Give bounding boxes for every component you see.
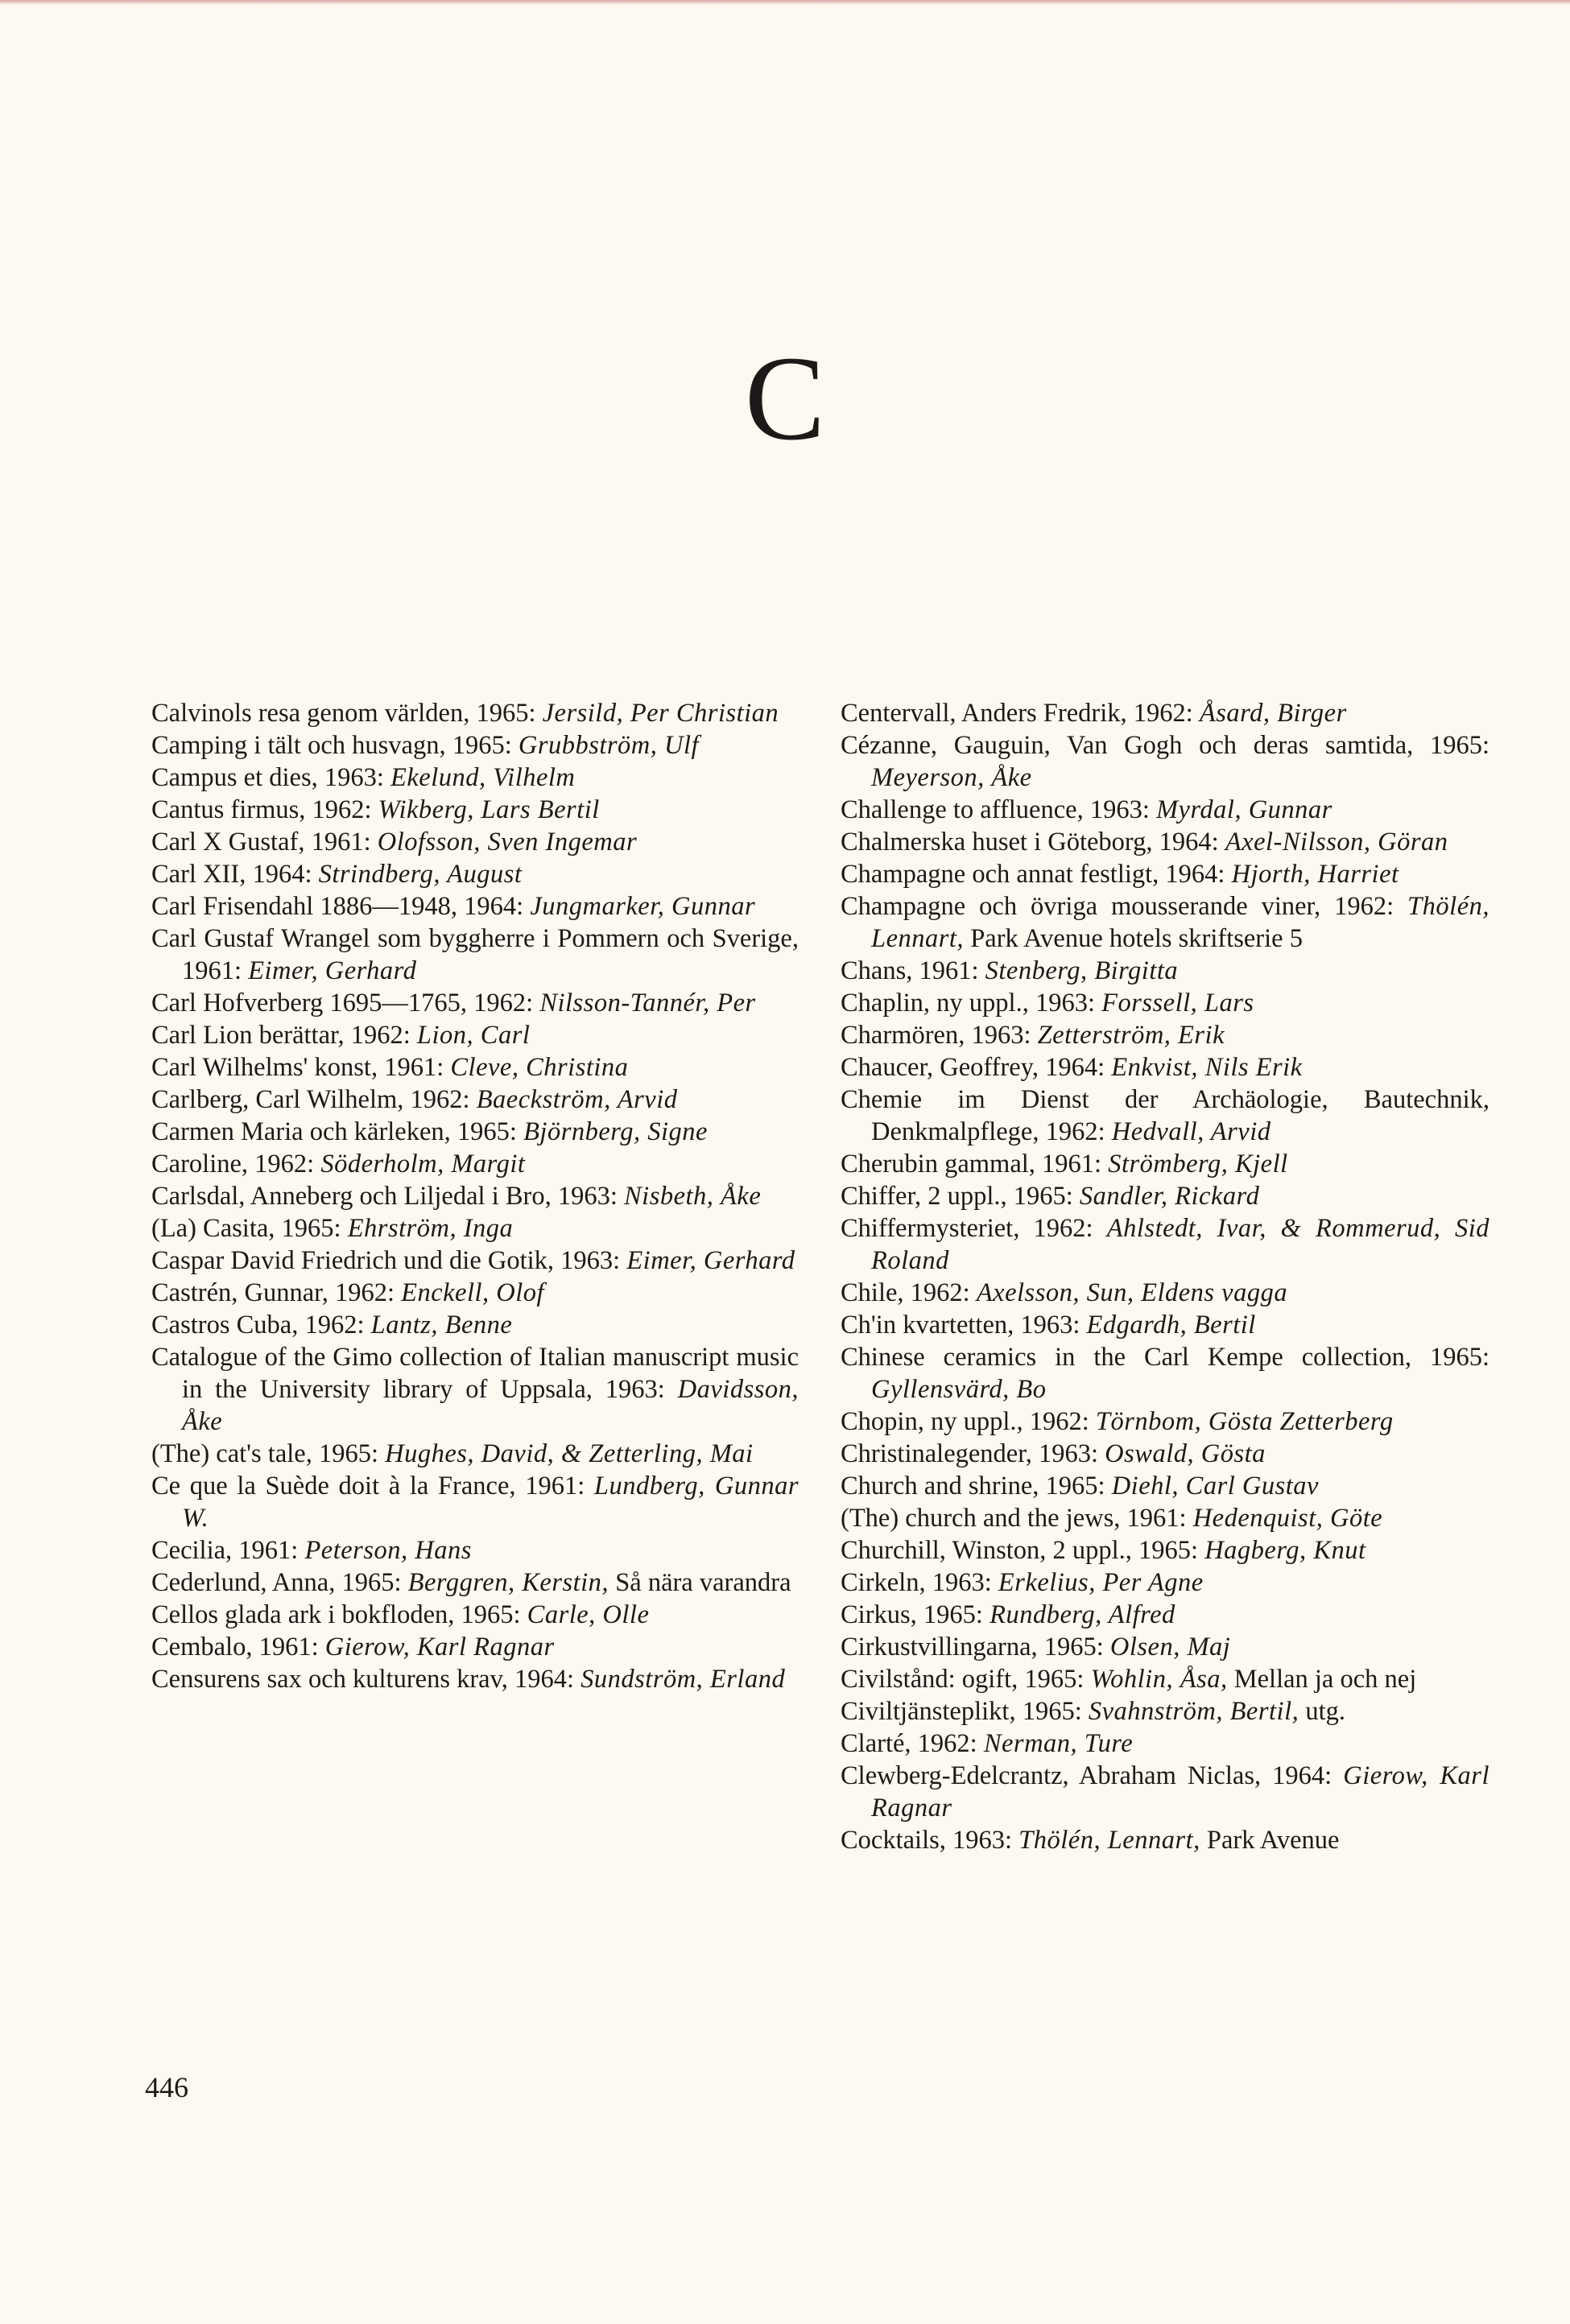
entry-note: utg.: [1299, 1697, 1345, 1726]
index-entry: [151, 1051, 799, 1084]
entry-title: Champagne och övriga mousserande viner, 1962:: [841, 892, 1408, 921]
entry-author: Eimer, Gerhard: [248, 956, 417, 985]
entry-author: Gierow, Karl Ragnar: [324, 1633, 555, 1661]
entry-title: (The) church and the jews, 1961:: [841, 1504, 1193, 1533]
entry-author: Lantz, Benne: [370, 1311, 513, 1339]
page-top-edge: [0, 0, 1570, 5]
entry-note: Mellan ja och nej: [1227, 1665, 1417, 1694]
entry-title: Cirkeln, 1963:: [841, 1568, 998, 1597]
entry-author: Ekelund, Vilhelm: [390, 763, 576, 792]
entry-author: Svahnström, Bertil,: [1088, 1697, 1299, 1726]
entry-author: Hagberg, Knut: [1204, 1536, 1366, 1565]
index-entry: [151, 1470, 799, 1534]
entry-author: Wikberg, Lars Bertil: [378, 795, 600, 824]
entry-author: Sundström, Erland: [580, 1665, 786, 1694]
index-entry: [841, 1728, 1489, 1760]
index-entry: [841, 1534, 1489, 1567]
entry-author: Myrdal, Gunnar: [1155, 795, 1332, 824]
entry-author: Zetterström, Erik: [1037, 1021, 1225, 1050]
entry-title: (La) Casita, 1965:: [151, 1214, 348, 1243]
entry-title: Chans, 1961:: [841, 956, 985, 985]
entry-title: Cederlund, Anna, 1965:: [151, 1568, 408, 1597]
entry-title: Civilstånd: ogift, 1965:: [841, 1665, 1091, 1694]
index-entry: [151, 826, 799, 858]
index-entry: [841, 1695, 1489, 1728]
entry-author: Söderholm, Margit: [320, 1150, 526, 1179]
entry-author: Jersild, Per Christian: [542, 699, 779, 728]
index-entry: [841, 1502, 1489, 1534]
entry-author: Nerman, Ture: [983, 1729, 1134, 1758]
entry-author: Sandler, Rickard: [1079, 1182, 1260, 1211]
index-entry: [151, 1212, 799, 1245]
index-entry: [841, 1406, 1489, 1438]
entry-title: Cellos glada ark i bokfloden, 1965:: [151, 1600, 527, 1629]
entry-title: Church and shrine, 1965:: [841, 1472, 1112, 1500]
index-entry: [841, 826, 1489, 858]
index-entry: [841, 987, 1489, 1019]
entry-title: Cocktails, 1963:: [841, 1826, 1019, 1855]
page-number: 446: [145, 2071, 188, 2103]
entry-author: Berggren, Kerstin,: [407, 1568, 609, 1597]
entry-author: Davidsson, Åke: [182, 1375, 799, 1436]
index-entry: [841, 858, 1489, 890]
entry-author: Hedenquist, Göte: [1192, 1504, 1383, 1533]
entry-title: Camping i tält och husvagn, 1965:: [151, 731, 519, 760]
entry-author: Strindberg, August: [318, 860, 523, 889]
entry-title: Clarté, 1962:: [841, 1729, 984, 1758]
entry-author: Meyerson, Åke: [871, 763, 1032, 792]
entry-title: Cirkus, 1965:: [841, 1600, 990, 1629]
index-entry: [151, 1277, 799, 1309]
entry-title: Censurens sax och kulturens krav, 1964:: [151, 1665, 581, 1694]
entry-author: Baeckström, Arvid: [476, 1085, 678, 1114]
index-entry: [841, 1180, 1489, 1212]
entry-title: Chaucer, Geoffrey, 1964:: [841, 1053, 1112, 1082]
entry-title: Carl XII, 1964:: [151, 860, 319, 889]
entry-author: Jungmarker, Gunnar: [530, 892, 756, 921]
index-entry: [841, 1309, 1489, 1341]
entry-author: Lion, Carl: [416, 1021, 531, 1050]
entry-title: Carmen Maria och kärleken, 1965:: [151, 1117, 524, 1146]
index-entry: [841, 1277, 1489, 1309]
index-entry: [151, 1663, 799, 1695]
entry-author: Carle, Olle: [527, 1600, 650, 1629]
entry-title: Chalmerska huset i Göteborg, 1964:: [841, 828, 1225, 857]
entry-title: Chaplin, ny uppl., 1963:: [841, 989, 1102, 1018]
entry-title: Castros Cuba, 1962:: [151, 1311, 371, 1339]
entry-title: Ce que la Suède doit à la France, 1961:: [151, 1472, 594, 1500]
entry-author: Peterson, Hans: [304, 1536, 472, 1565]
entry-title: Carlberg, Carl Wilhelm, 1962:: [151, 1085, 477, 1114]
index-entry: [841, 1760, 1489, 1824]
index-entry: [841, 1051, 1489, 1084]
index-entry: [151, 858, 799, 890]
entry-author: Edgardh, Bertil: [1086, 1311, 1256, 1339]
entry-author: Olsen, Maj: [1109, 1633, 1231, 1661]
index-entry: [841, 1599, 1489, 1631]
index-entry: [841, 1824, 1489, 1856]
entry-title: Carl Gustaf Wrangel som byggherre i Pommern och Sverige, 1961:: [151, 924, 799, 985]
entry-author: Ahlstedt, Ivar, & Rommerud, Sid Roland: [871, 1214, 1490, 1275]
entry-title: Campus et dies, 1963:: [151, 763, 390, 792]
entry-author: Stenberg, Birgitta: [985, 956, 1179, 985]
entry-author: Lundberg, Gunnar W.: [182, 1472, 799, 1533]
entry-author: Nisbeth, Åke: [624, 1182, 762, 1211]
entry-title: Cecilia, 1961:: [151, 1536, 305, 1565]
entry-author: Cleve, Christina: [450, 1053, 629, 1082]
index-entry: [151, 794, 799, 826]
index-entry: [841, 1148, 1489, 1180]
entry-title: Carl Hofverberg 1695—1765, 1962:: [151, 989, 540, 1018]
entry-author: Olofsson, Sven Ingemar: [377, 828, 638, 857]
index-entry: [151, 729, 799, 762]
entry-author: Eimer, Gerhard: [626, 1246, 795, 1275]
index-entry: [151, 1438, 799, 1470]
entry-title: Cirkustvillingarna, 1965:: [841, 1633, 1110, 1661]
entry-author: Forssell, Lars: [1101, 989, 1254, 1018]
index-entry: [841, 1663, 1489, 1695]
index-entry: [151, 1341, 799, 1438]
entry-author: Hjorth, Harriet: [1231, 860, 1399, 889]
entry-title: Clewberg-Edelcrantz, Abraham Niclas, 1964:: [841, 1761, 1344, 1790]
index-entry: [841, 890, 1489, 955]
entry-title: Challenge to affluence, 1963:: [841, 795, 1156, 824]
entry-author: Oswald, Gösta: [1105, 1439, 1266, 1468]
entry-author: Grubbström, Ulf: [518, 731, 700, 760]
entry-title: Cézanne, Gauguin, Van Gogh och deras samtida, 1965:: [841, 731, 1489, 760]
index-entry: [151, 1245, 799, 1277]
entry-author: Gierow, Karl Ragnar: [871, 1761, 1489, 1822]
entry-title: Chemie im Dienst der Archäologie, Bautechnik, Denkmalpflege, 1962:: [841, 1085, 1489, 1146]
entry-author: Hughes, David, & Zetterling, Mai: [385, 1439, 754, 1468]
entry-title: Castrén, Gunnar, 1962:: [151, 1278, 402, 1307]
entry-author: Hedvall, Arvid: [1111, 1117, 1271, 1146]
entry-note: Park Avenue hotels skriftserie 5: [964, 924, 1303, 953]
index-entry: [151, 1534, 799, 1567]
entry-author: Enkvist, Nils Erik: [1111, 1053, 1303, 1082]
entry-author: Gyllensvärd, Bo: [871, 1375, 1047, 1404]
index-entry: [151, 1631, 799, 1663]
entry-title: Carl Frisendahl 1886—1948, 1964:: [151, 892, 531, 921]
entry-author: Axelsson, Sun, Eldens vagga: [976, 1278, 1288, 1307]
entry-author: Törnbom, Gösta Zetterberg: [1095, 1407, 1394, 1436]
left-column: [151, 697, 799, 1695]
entry-title: Carl X Gustaf, 1961:: [151, 828, 378, 857]
entry-title: Cembalo, 1961:: [151, 1633, 325, 1661]
index-entry: [841, 1470, 1489, 1502]
entry-title: Caroline, 1962:: [151, 1150, 321, 1179]
entry-title: Chiffer, 2 uppl., 1965:: [841, 1182, 1080, 1211]
index-entry: [151, 1019, 799, 1051]
entry-title: Cantus firmus, 1962:: [151, 795, 378, 824]
index-entry: [841, 1084, 1489, 1148]
entry-title: Churchill, Winston, 2 uppl., 1965:: [841, 1536, 1205, 1565]
entry-title: Chinese ceramics in the Carl Kempe collection, 1965:: [841, 1343, 1489, 1372]
index-entry: [151, 1567, 799, 1599]
index-entry: [841, 1567, 1489, 1599]
entry-title: Carl Wilhelms' konst, 1961:: [151, 1053, 451, 1082]
entry-author: Erkelius, Per Agne: [998, 1568, 1204, 1597]
entry-note: Park Avenue: [1200, 1826, 1340, 1855]
entry-title: Civiltjänsteplikt, 1965:: [841, 1697, 1089, 1726]
entry-author: Rundberg, Alfred: [990, 1600, 1175, 1629]
index-entry: [151, 923, 799, 987]
entry-author: Enckell, Olof: [401, 1278, 545, 1307]
index-entry: [151, 1148, 799, 1180]
entry-title: Carl Lion berättar, 1962:: [151, 1021, 417, 1050]
entry-author: Nilsson-Tannér, Per: [539, 989, 756, 1018]
entry-title: Calvinols resa genom världen, 1965:: [151, 699, 543, 728]
entry-author: Åsard, Birger: [1199, 699, 1347, 728]
entry-title: Carlsdal, Anneberg och Liljedal i Bro, 1963:: [151, 1182, 624, 1211]
entry-author: Ehrström, Inga: [347, 1214, 514, 1243]
entry-author: Wohlin, Åsa,: [1090, 1665, 1228, 1694]
index-entry: [841, 729, 1489, 794]
index-entry: [151, 1599, 799, 1631]
index-entry: [151, 697, 799, 729]
entry-title: Chopin, ny uppl., 1962:: [841, 1407, 1096, 1436]
entry-note: Så nära varandra: [609, 1568, 791, 1597]
entry-title: Centervall, Anders Fredrik, 1962:: [841, 699, 1200, 728]
index-entry: [151, 762, 799, 794]
entry-title: Charmören, 1963:: [841, 1021, 1038, 1050]
entry-title: Chiffermysteriet, 1962:: [841, 1214, 1107, 1243]
entry-title: Ch'in kvartetten, 1963:: [841, 1311, 1087, 1339]
index-entry: [841, 794, 1489, 826]
entry-title: Catalogue of the Gimo collection of Italian manuscript music in the University library of Uppsala, 1963:: [151, 1343, 799, 1404]
index-entry: [151, 1309, 799, 1341]
index-entry: [841, 1019, 1489, 1051]
section-letter: C: [744, 332, 826, 465]
index-entry: [151, 1180, 799, 1212]
entry-author: Thölén, Lennart,: [1018, 1826, 1200, 1855]
index-entry: [841, 1341, 1489, 1406]
entry-title: (The) cat's tale, 1965:: [151, 1439, 386, 1468]
index-entry: [841, 955, 1489, 987]
entry-author: Diehl, Carl Gustav: [1111, 1472, 1319, 1500]
entry-author: Thölén, Lennart,: [871, 892, 1489, 953]
entry-title: Champagne och annat festligt, 1964:: [841, 860, 1232, 889]
entry-author: Strömberg, Kjell: [1108, 1150, 1288, 1179]
index-entry: [151, 1116, 799, 1148]
entry-title: Caspar David Friedrich und die Gotik, 1963:: [151, 1246, 627, 1275]
index-entry: [151, 890, 799, 923]
index-entry: [841, 1631, 1489, 1663]
entry-title: Christinalegender, 1963:: [841, 1439, 1105, 1468]
entry-author: Björnberg, Signe: [523, 1117, 708, 1146]
entry-author: Axel-Nilsson, Göran: [1225, 828, 1448, 857]
right-column: [841, 697, 1489, 1856]
index-entry: [151, 987, 799, 1019]
entry-title: Chile, 1962:: [841, 1278, 977, 1307]
index-entry: [841, 697, 1489, 729]
index-entry: [841, 1438, 1489, 1470]
index-entry: [841, 1212, 1489, 1277]
entry-title: Cherubin gammal, 1961:: [841, 1150, 1109, 1179]
index-entry: [151, 1084, 799, 1116]
